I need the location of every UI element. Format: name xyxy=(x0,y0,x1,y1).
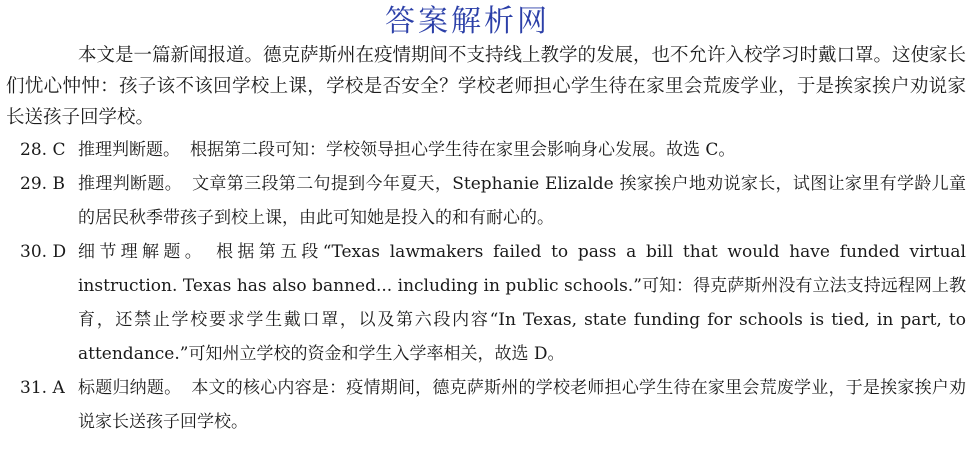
answer-explanation: 根据第二段可知：学校领导担心学生待在家里会影响身心发展。故选 C。 xyxy=(190,140,736,160)
question-type: 推理判断题。 xyxy=(78,140,180,160)
answer-number: 29. B xyxy=(20,174,65,194)
watermark-logo: 答案解析网 xyxy=(385,4,550,39)
answer-number: 28. C xyxy=(20,140,66,160)
answer-explanation: 本文的核心内容是：疫情期间，德克萨斯州的学校老师担心学生待在家里会荒废学业，于是挨家挨户劝说家长送孩子回学校。 xyxy=(78,378,967,432)
answer-item-31 xyxy=(6,371,966,439)
answer-item-29 xyxy=(6,167,966,235)
article-summary: 本文是一篇新闻报道。德克萨斯州在疫情期间不支持线上教学的发展，也不允许入校学习时戴口罩。这使家长们忧心忡忡：孩子该不该回学校上课，学校是否安全？学校老师担心学生待在家里会荒废学业，于是挨家挨户劝说家长送孩子回学校。 xyxy=(6,45,967,128)
answer-number: 31. A xyxy=(20,378,65,398)
answer-item-30 xyxy=(6,235,966,371)
answer-item-28 xyxy=(6,133,966,167)
question-type: 推理判断题。 xyxy=(78,174,183,194)
answer-explanation-page xyxy=(6,40,966,439)
answer-explanation: 根据第五段“Texas lawmakers failed to pass a bill that would have funded virtual instruction. Texas has also banned... including in public schools.”可知：得克萨斯州没有立法支持远程网上教育，还禁止学校要求学生戴口罩，以及第六段内容“In Texas, state funding for schools is tied, in part, to attendance.”可知州立学校的资金和学生入学率相关，故选 D。 xyxy=(78,242,966,364)
question-type: 细节理解题。 xyxy=(78,242,207,262)
question-type: 标题归纳题。 xyxy=(78,378,182,398)
answer-number: 30. D xyxy=(20,242,67,262)
answer-list xyxy=(6,133,966,439)
answer-explanation: 文章第三段第二句提到今年夏天，Stephanie Elizalde 挨家挨户地劝说家长，试图让家里有学龄儿童的居民秋季带孩子到校上课，由此可知她是投入的和有耐心的。 xyxy=(78,174,967,228)
